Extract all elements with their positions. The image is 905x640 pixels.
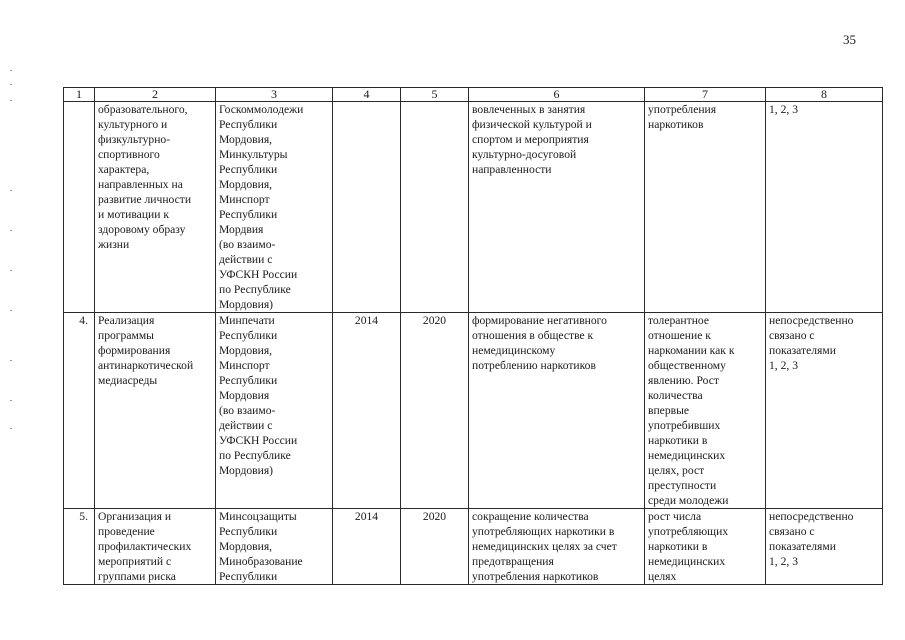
indicator-link-cell: 1, 2, 3 <box>766 102 883 313</box>
header-cell: 6 <box>469 88 645 102</box>
end-year-cell: 2020 <box>401 313 469 509</box>
margin-binding-marks <box>4 70 18 430</box>
event-cell: образовательного, культурного и физкультурно- спортивного характера, направленных на развитие личности и мотивации к здоровому образу жизни <box>95 102 216 313</box>
page-number: 35 <box>843 32 856 47</box>
table-row <box>64 102 883 313</box>
event-cell: Реализация программы формирования антинаркотической медиасреды <box>95 313 216 509</box>
event-cell: Организация и проведение профилактических мероприятий с группами риска <box>95 509 216 585</box>
consequence-cell: толерантное отношение к наркомании как к общественному явлению. Рост количества впервые употребивших наркотики в немедицинских целях, рост преступности среди молодежи <box>645 313 766 509</box>
end-year-cell: 2020 <box>401 509 469 585</box>
end-year-cell <box>401 102 469 313</box>
header-cell: 8 <box>766 88 883 102</box>
header-cell: 7 <box>645 88 766 102</box>
expected-result-cell: формирование негативного отношения в обществе к немедицинскому потреблению наркотиков <box>469 313 645 509</box>
header-cell: 2 <box>95 88 216 102</box>
header-cell: 3 <box>216 88 333 102</box>
row-number-cell <box>64 102 95 313</box>
header-cell: 1 <box>64 88 95 102</box>
start-year-cell: 2014 <box>333 509 401 585</box>
row-number-cell: 4. <box>64 313 95 509</box>
executor-cell: Минпечати Республики Мордовия, Минспорт Республики Мордовия (во взаимо- действии с УФСКН России по Республике Мордовия) <box>216 313 333 509</box>
executor-cell: Минсоцзащиты Республики Мордовия, Минобразование Республики <box>216 509 333 585</box>
expected-result-cell: сокращение количества употребляющих наркотики в немедицинских целях за счет предотвращения употребления наркотиков <box>469 509 645 585</box>
executor-cell: Госкоммолодежи Республики Мордовия, Минкультуры Республики Мордовия, Минспорт Республики Мордвия (во взаимо- действии с УФСКН России по Республике Мордовия) <box>216 102 333 313</box>
program-measures-table <box>63 87 883 585</box>
header-cell: 5 <box>401 88 469 102</box>
start-year-cell <box>333 102 401 313</box>
consequence-cell: рост числа употребляющих наркотики в немедицинских целях <box>645 509 766 585</box>
row-number-cell: 5. <box>64 509 95 585</box>
header-cell: 4 <box>333 88 401 102</box>
start-year-cell: 2014 <box>333 313 401 509</box>
expected-result-cell: вовлеченных в занятия физической культурой и спортом и мероприятия культурно-досуговой направленности <box>469 102 645 313</box>
table-row <box>64 509 883 585</box>
table-row <box>64 313 883 509</box>
indicator-link-cell: непосредственно связано с показателями 1, 2, 3 <box>766 313 883 509</box>
indicator-link-cell: непосредственно связано с показателями 1, 2, 3 <box>766 509 883 585</box>
table-header-row <box>64 88 883 102</box>
consequence-cell: употребления наркотиков <box>645 102 766 313</box>
